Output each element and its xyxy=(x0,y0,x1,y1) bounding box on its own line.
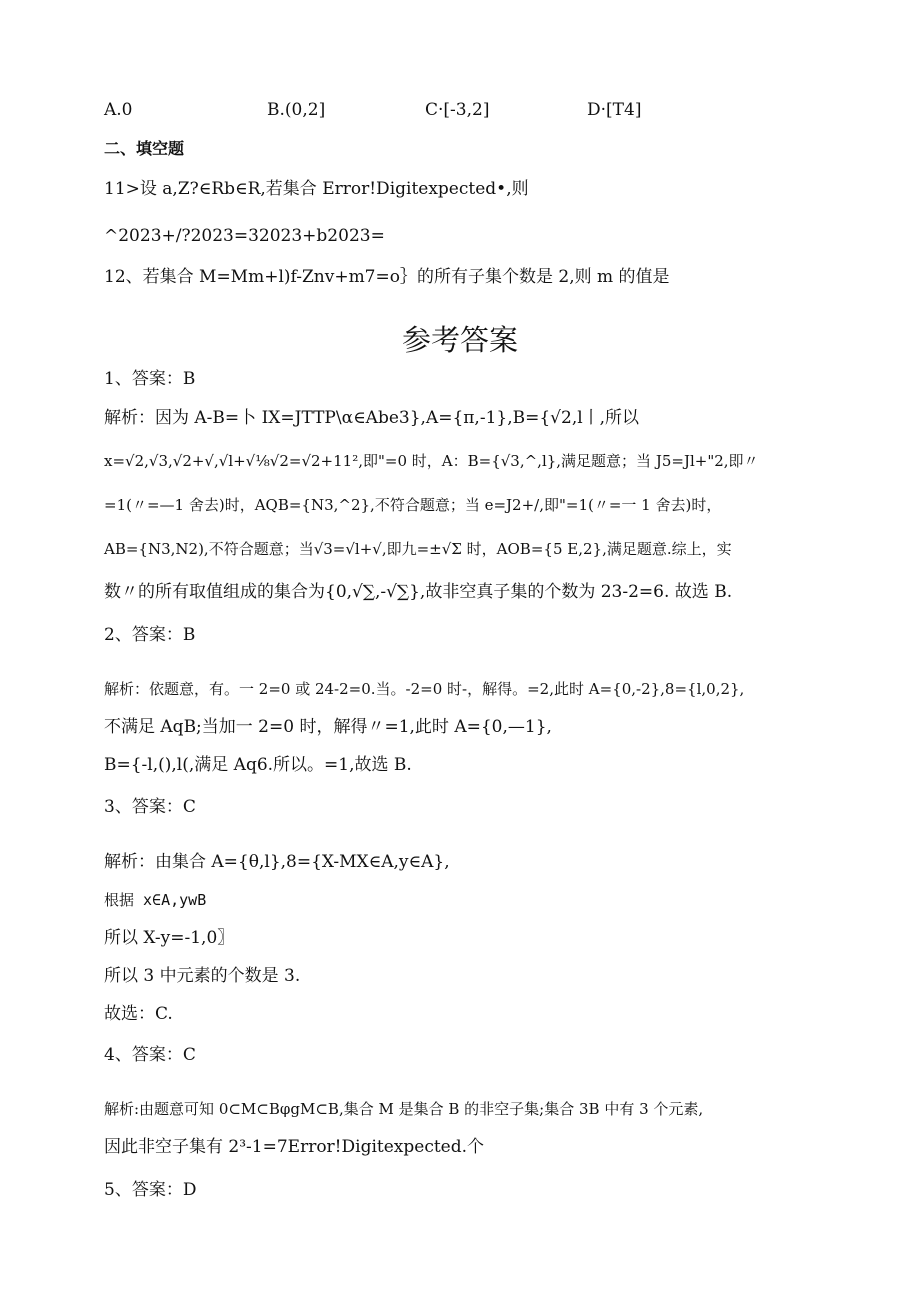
answer-4-line: 因此非空子集有 2³-1=7Error!Digitexpected.个 xyxy=(104,1137,485,1157)
answer-1-line: 解析：因为 A-B=卜 IX=JTTP\α∈Abe3},A={π,-1},B={√2,l丨,所以 xyxy=(104,408,640,428)
answer-3-line: 故选：C. xyxy=(104,1004,173,1024)
option-a: A.0 xyxy=(104,100,133,120)
answer-5-label: 5、答案：D xyxy=(104,1180,197,1200)
answer-2-label: 2、答案：B xyxy=(104,625,196,645)
answer-4-line: 解析:由题意可知 0⊂M⊂BφgM⊂B,集合 M 是集合 B 的非空子集;集合 3B 中有 3 个元素, xyxy=(104,1100,704,1118)
answer-2-line: B={-l,(),l(,满足 Aq6.所以。=1,故选 B. xyxy=(104,755,412,775)
answer-1-line: x=√2,√3,√2+√,√l+√⅛√2=√2+11²,即"=0 时，A：B={√3,^,l},满足题意；当 J5=Jl+"2,即〃 xyxy=(104,452,759,470)
answer-1-label: 1、答案：B xyxy=(104,369,196,389)
answer-3-label: 3、答案：C xyxy=(104,797,196,817)
answer-3-line: 所以 3 中元素的个数是 3. xyxy=(104,966,301,986)
option-d: D·[T4] xyxy=(587,100,642,120)
option-c: C·[-3,2] xyxy=(425,100,490,120)
answer-3-line: 所以 X-y=-1,0〗 xyxy=(104,928,235,948)
section-heading-fill-blank: 二、填空题 xyxy=(104,139,185,158)
answers-title: 参考答案 xyxy=(401,323,518,357)
question-11-expression: ^2023+/?2023=32023+b2023= xyxy=(104,226,385,246)
answer-2-line: 不满足 AqB;当加一 2=0 时，解得〃=1,此时 A={0,—1}, xyxy=(104,717,552,737)
answer-2-line: 解析：依题意，有。一 2=0 或 24-2=0.当。-2=0 时-，解得。=2,此时 A={0,-2},8={l,0,2}, xyxy=(104,680,745,698)
answer-3-line: 根据 x∈A,ywB xyxy=(104,891,207,909)
answer-1-line: =1(〃=—1 舍去)时，AQB={N3,^2},不符合题意；当 e=J2+/,即"=1(〃=一 1 舍去)时， xyxy=(104,496,722,514)
question-11: 11>设 a,Z?∈Rb∈R,若集合 Error!Digitexpected•,则 xyxy=(104,179,529,199)
answer-4-label: 4、答案：C xyxy=(104,1045,196,1065)
option-b: B.(0,2] xyxy=(267,100,326,120)
answer-3-line: 解析：由集合 A={θ,l},8={X-MX∈A,y∈A}, xyxy=(104,852,450,872)
answer-1-line: 数〃的所有取值组成的集合为{0,√∑,-√∑},故非空真子集的个数为 23-2=6. 故选 B. xyxy=(104,582,733,602)
question-12: 12、若集合 M=Mm+l)f-Znv+m7=o｝的所有子集个数是 2,则 m 的值是 xyxy=(104,267,670,287)
answer-1-line: AB={N3,N2),不符合题意；当√3=√l+√,即九=±√Σ 时，AOB={5 E,2},满足题意.综上，实 xyxy=(104,540,732,558)
